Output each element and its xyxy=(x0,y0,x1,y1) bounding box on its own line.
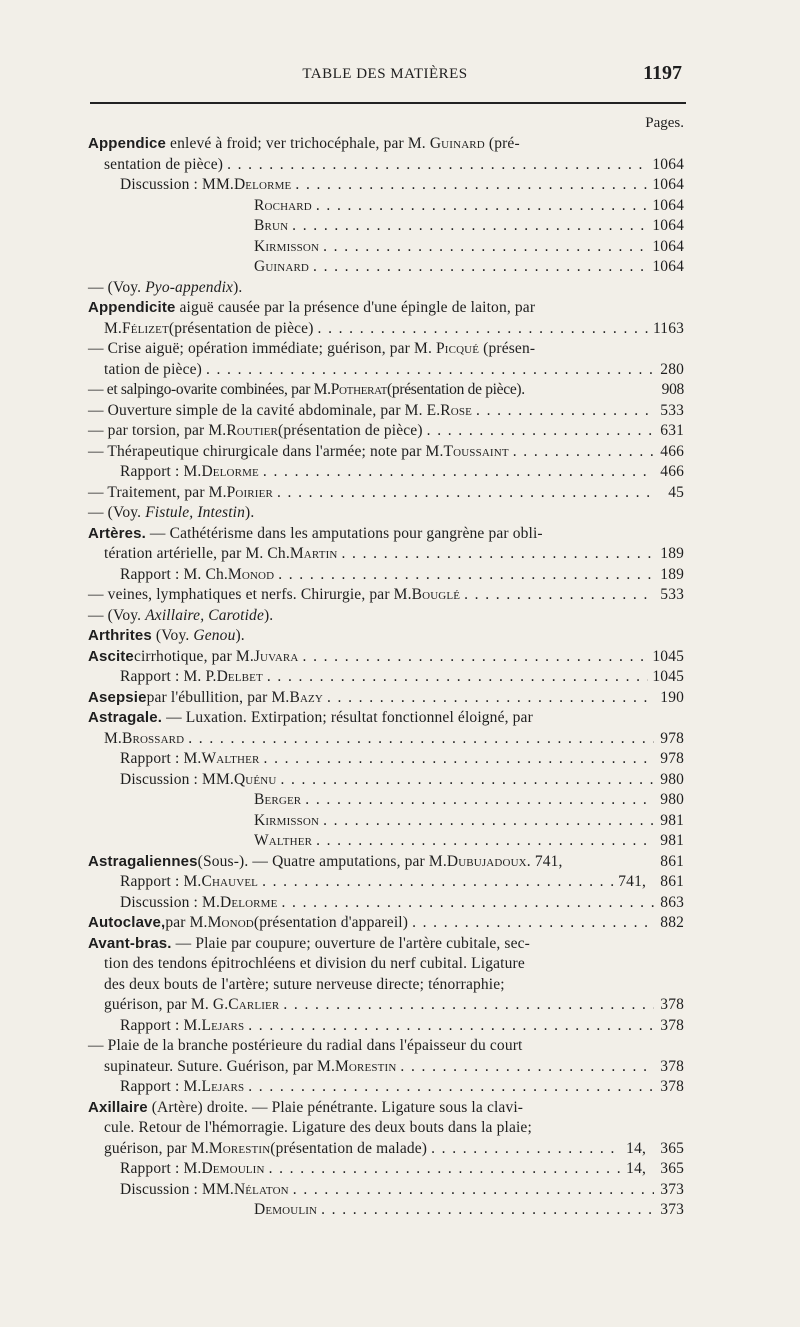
index-line: Astragaliennes (Sous-). — Quatre amputations, par M. Dubujadoux . 741, 861 xyxy=(88,852,684,870)
index-line: tation de pièce) . . . 280 xyxy=(88,360,684,381)
index-line: Appendicite aiguë causée par la présence d'une épingle de laiton, par xyxy=(88,299,536,316)
index-line: Rapport : M. Lejars . . . 378 xyxy=(88,1077,684,1098)
index-line: Kirmisson . . . 981 xyxy=(88,811,684,832)
index-line: — Thérapeutique chirurgicale dans l'armée; note par M. Toussaint . . . 466 xyxy=(88,442,684,463)
index-line: M. Brossard . . . 978 xyxy=(88,729,684,750)
index-line: Discussion : M. Delorme . . . 863 xyxy=(88,893,684,914)
index-line: tération artérielle, par M. Ch. Martin . . . 189 xyxy=(88,544,684,565)
index-line: guérison, par M. Morestin (présentation de malade) . . . 14, 365 xyxy=(88,1139,684,1160)
index-line: tion des tendons épitrochléens et division du nerf cubital. Ligature xyxy=(104,955,525,972)
index-line: Discussion : MM. Quénu . . . 980 xyxy=(88,770,684,791)
index-line: Discussion : MM. Delorme . . . 1064 xyxy=(88,175,684,196)
running-header xyxy=(88,62,682,90)
index-line: sentation de pièce) . . . 1064 xyxy=(88,155,684,176)
index-line: Rapport : M. Demoulin . . . 14, 365 xyxy=(88,1159,684,1180)
index-line: — Crise aiguë; opération immédiate; guérison, par M. Picqué (présen- xyxy=(88,340,536,357)
index-line: — et salpingo-ovarite combinées, par M. Potherat (présentation de pièce). 908 xyxy=(88,381,684,398)
index-line: Asepsie par l'ébullition, par M. Bazy . . . 190 xyxy=(88,688,684,709)
index-line: — (Voy. Pyo-appendix). xyxy=(88,278,243,296)
index-line: Astragale. — Luxation. Extirpation; résultat fonctionnel éloigné, par xyxy=(88,709,533,726)
index-line: Rochard . . . 1064 xyxy=(88,196,684,217)
index-line: Rapport : M. Delorme . . . 466 xyxy=(88,462,684,483)
index-line: supinateur. Suture. Guérison, par M. Morestin . . . 378 xyxy=(88,1057,684,1078)
index-line: cule. Retour de l'hémorragie. Ligature des deux bouts dans la plaie; xyxy=(104,1119,532,1136)
page-number: 1197 xyxy=(643,62,682,84)
index-line: Ascite cirrhotique, par M. Juvara . . . 1045 xyxy=(88,647,684,668)
index-line: Arthrites (Voy. Genou). xyxy=(88,627,245,644)
index-line: des deux bouts de l'artère; suture nerveuse directe; ténorraphie; xyxy=(104,975,505,993)
index-line: — (Voy. Axillaire, Carotide). xyxy=(88,606,274,624)
index-line: Berger . . . 980 xyxy=(88,790,684,811)
index-line: Autoclave, par M. Monod (présentation d'appareil) . . . 882 xyxy=(88,913,684,934)
index-line: — Traitement, par M. Poirier . . . 45 xyxy=(88,483,684,504)
running-title: TABLE DES MATIÈRES xyxy=(302,66,468,82)
index-line: Walther . . . 981 xyxy=(88,831,684,852)
index-line: Artères. — Cathétérisme dans les amputations pour gangrène par obli- xyxy=(88,524,543,542)
index-line: Rapport : M. Chauvel . . . 741, 861 xyxy=(88,872,684,893)
index-line: Axillaire (Artère) droite. — Plaie pénétrante. Ligature sous la clavi- xyxy=(88,1098,524,1116)
index-line: — veines, lymphatiques et nerfs. Chirurgie, par M. Bouglé . . . 533 xyxy=(88,585,684,606)
index-line: Avant-bras. — Plaie par coupure; ouverture de l'artère cubitale, sec- xyxy=(88,934,530,952)
index-line: Rapport : M. Ch. Monod . . . 189 xyxy=(88,565,684,586)
index-line: Guinard . . . 1064 xyxy=(88,257,684,278)
index-line: Appendice enlevé à froid; ver trichocéphale, par M. Guinard (pré- xyxy=(88,135,520,152)
index-line: Discussion : MM. Nélaton . . . 373 xyxy=(88,1180,684,1201)
index-line: guérison, par M. G. Carlier . . . 378 xyxy=(88,995,684,1016)
index-content xyxy=(88,112,684,1221)
index-line: — par torsion, par M. Routier (présentation de pièce) . . . 631 xyxy=(88,421,684,442)
header-rule xyxy=(90,102,686,104)
index-line: Rapport : M. P. Delbet . . . 1045 xyxy=(88,667,684,688)
index-line: — (Voy. Fistule, Intestin). xyxy=(88,504,255,521)
pages-column-label: Pages. xyxy=(645,115,684,131)
index-line: Brun . . . 1064 xyxy=(88,216,684,237)
index-line: — Plaie de la branche postérieure du radial dans l'épaisseur du court xyxy=(88,1037,523,1054)
index-line: — Ouverture simple de la cavité abdominale, par M. E. Rose . . . 533 xyxy=(88,401,684,422)
index-line: M. Félizet (présentation de pièce) . . . 1163 xyxy=(88,319,684,340)
index-line: Kirmisson . . . 1064 xyxy=(88,237,684,258)
index-line: Rapport : M. Lejars . . . 378 xyxy=(88,1016,684,1037)
index-line: Demoulin . . . 373 xyxy=(88,1200,684,1221)
index-line: Rapport : M. Walther . . . 978 xyxy=(88,749,684,770)
